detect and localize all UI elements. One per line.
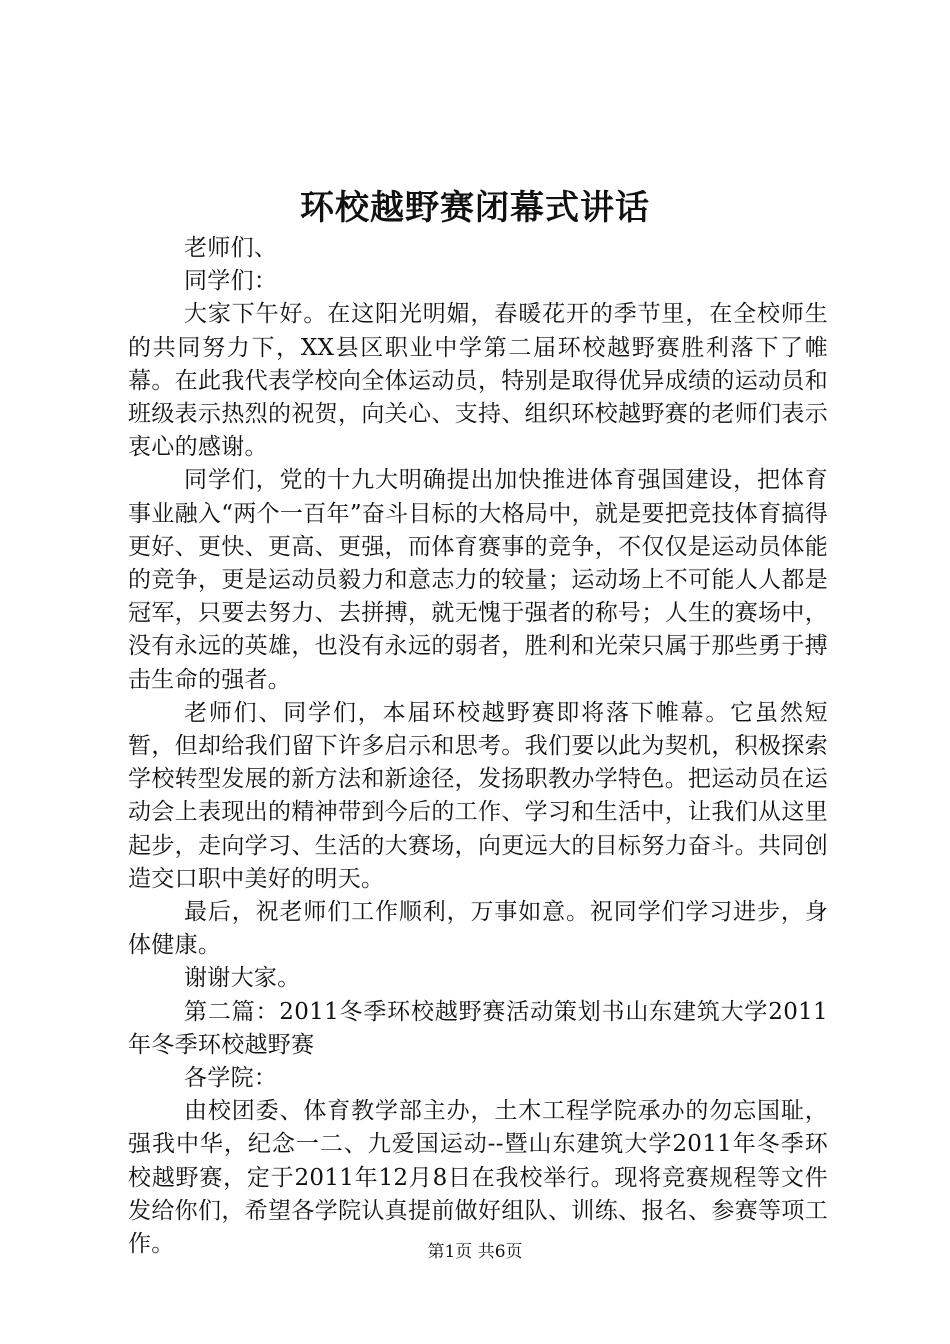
paragraph-closing-reflection: 老师们、同学们，本届环校越野赛即将落下帷幕。它虽然短暂，但却给我们留下许多启示和思考。我们要以此为契机，积极探索学校转型发展的新方法和新途径，发扬职教办学特色。把运动员在运动会上表现出的精神带到今后的工作、学习和生活中，让我们从这里起步，走向学习、生活的大赛场，向更远大的目标努力奋斗。共同创造交口职中美好的明天。 (128, 699, 828, 892)
paragraph-part-two-heading: 第二篇：2011冬季环校越野赛活动策划书山东建筑大学2011年冬季环校越野赛 (128, 998, 828, 1058)
paragraph-salutation-teachers: 老师们、 (184, 235, 278, 261)
document-body (128, 232, 828, 1261)
paragraph-addressee-colleges: 各学院： (184, 1065, 278, 1092)
paragraph-wishes: 最后，祝老师们工作顺利，万事如意。祝同学们学习进步，身体健康。 (128, 899, 828, 959)
document-title: 环校越野赛闭幕式讲话 (300, 188, 650, 228)
paragraph-thanks: 谢谢大家。 (184, 965, 301, 992)
paragraph-salutation-students: 同学们： (184, 268, 278, 295)
paragraph-greeting: 大家下午好。在这阳光明媚，春暖花开的季节里，在全校师生的共同努力下，XX县区职业中学第二届环校越野赛胜利落下了帷幕。在此我代表学校向全体运动员，特别是取得优异成绩的运动员和班级表示热烈的祝贺，向关心、支持、组织环校越野赛的老师们表示衷心的感谢。 (128, 301, 828, 461)
paragraph-sports-spirit: 同学们，党的十九大明确提出加快推进体育强国建设，把体育事业融入“两个一百年”奋斗目标的大格局中，就是要把竞技体育搞得更好、更快、更高、更强，而体育赛事的竞争，不仅仅是运动员体能的竞争，更是运动员毅力和意志力的较量；运动场上不可能人人都是冠军，只要去努力、去拼搏，就无愧于强者的称号；人生的赛场中，没有永远的英雄，也没有永远的弱者，胜利和光荣只属于那些勇于搏击生命的强者。 (128, 467, 828, 693)
page-indicator: 第1页 共6页 (427, 1242, 523, 1262)
paragraph-event-notice: 由校团委、体育教学部主办，土木工程学院承办的勿忘国耻，强我中华，纪念一二、九爱国运动--暨山东建筑大学2011年冬季环校越野赛，定于2011年12月8日在我校举行。现将竞赛规程等文件发给你们，希望各学院认真提前做好组队、训练、报名、参赛等项工作。 (128, 1098, 828, 1258)
